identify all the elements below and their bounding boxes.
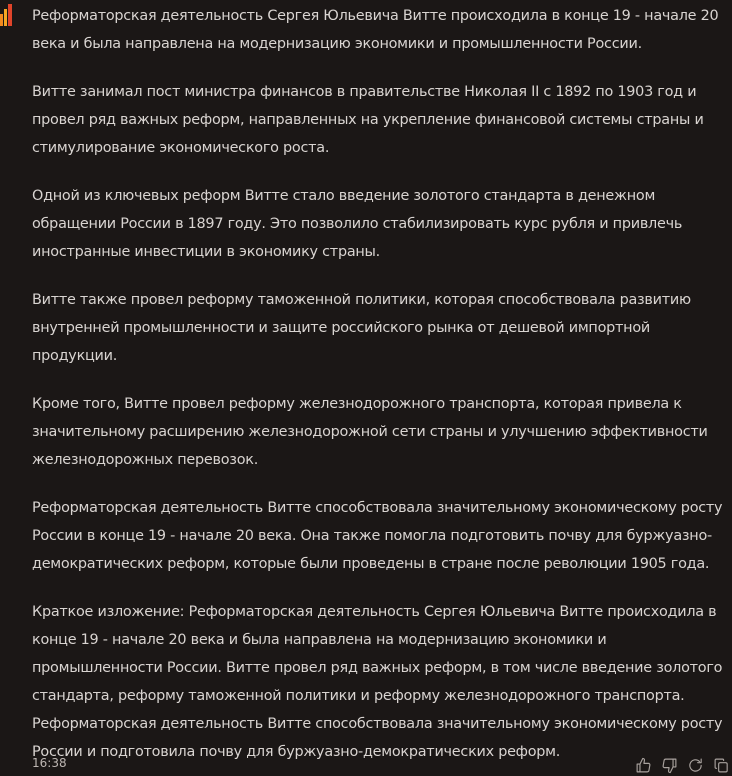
message-footer [32,752,732,776]
dislike-button[interactable] [658,754,680,776]
message-actions [632,754,732,776]
message-paragraph: Витте также провел реформу таможенной политики, которая способствовала развитию внутренней промышленности и защите российского рынка от дешевой импортной продукции. [32,292,691,364]
refresh-icon [687,757,704,774]
message-timestamp: 16:38 [32,756,67,770]
message-paragraph: Реформаторская деятельность Сергея Юльевича Витте происходила в конце 19 - начале 20 века и была направлена на модернизацию экономики и промышленности России. [32,8,719,52]
assistant-message [32,2,728,776]
copy-button[interactable] [710,754,732,776]
message-paragraph: Одной из ключевых реформ Витте стало введение золотого стандарта в денежном обращении России в 1897 году. Это позволило стабилизировать курс рубля и привлечь иностранные инвестиции в экономику страны. [32,188,683,260]
message-paragraph: Кроме того, Витте провел реформу железнодорожного транспорта, которая привела к значительному расширению железнодорожной сети страны и улучшению эффективности железнодорожных перевозок. [32,396,708,468]
thumbs-up-icon [635,757,652,774]
thumbs-down-icon [661,757,678,774]
message-paragraph: Краткое изложение: Реформаторская деятельность Сергея Юльевича Витте происходила в конце 19 - начале 20 века и была направлена на модернизацию экономики и промышленности России. Витте провел ряд важных реформ, в том числе введение золотого стандарта, реформу таможенной политики и реформу железнодорожного транспорта. Реформаторская деятельность Витте способствовала значительному экономическому росту России и подготовила почву для буржуазно-демократических реформ. [32,604,723,760]
message-paragraph: Реформаторская деятельность Витте способствовала значительному экономическому росту России в конце 19 - начале 20 века. Она также помогла подготовить почву для буржуазно-демократических реформ, которые были проведены в стране после революции 1905 года. [32,500,723,572]
like-button[interactable] [632,754,654,776]
regenerate-button[interactable] [684,754,706,776]
copy-icon [713,757,730,774]
assistant-avatar-icon [0,4,12,26]
message-paragraph: Витте занимал пост министра финансов в правительстве Николая II с 1892 по 1903 год и провел ряд важных реформ, направленных на укрепление финансовой системы страны и стимулирование экономического роста. [32,84,704,156]
